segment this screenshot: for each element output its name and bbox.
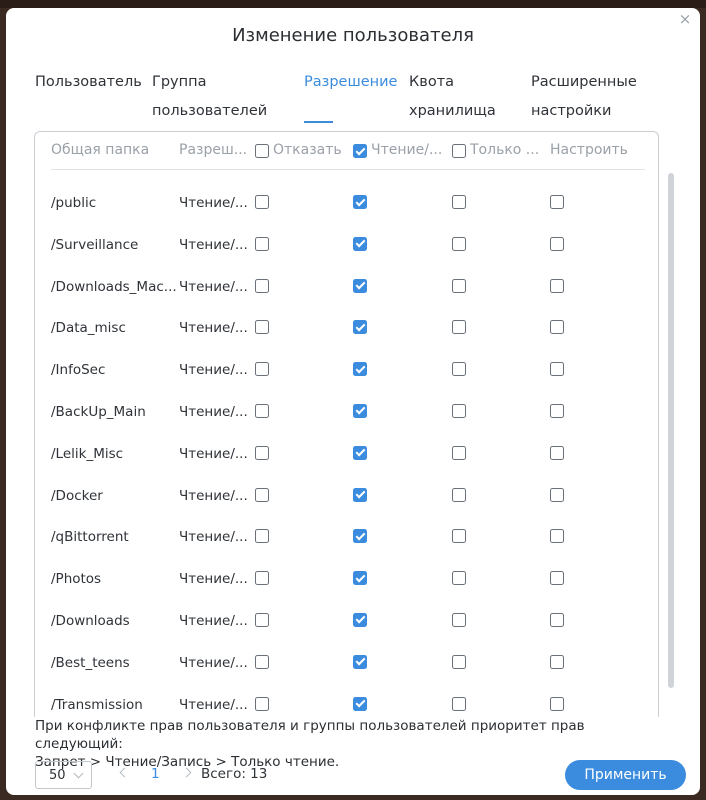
custom-checkbox[interactable]	[550, 488, 564, 502]
priority-note-line2: Запрет > Чтение/Запись > Только чтение.	[35, 754, 340, 770]
table-row	[35, 684, 658, 717]
custom-checkbox[interactable]	[550, 613, 564, 627]
tab-label-line2: пользователей	[152, 103, 268, 119]
readonly-checkbox[interactable]	[452, 279, 466, 293]
tab-label-line2: хранилища	[409, 103, 496, 119]
deny-checkbox[interactable]	[255, 362, 269, 376]
readwrite-checkbox[interactable]	[353, 529, 367, 543]
deny-checkbox[interactable]	[255, 195, 269, 209]
readwrite-checkbox[interactable]	[353, 362, 367, 376]
folder-name: /Downloads_Mac...	[51, 278, 177, 295]
deny-checkbox[interactable]	[255, 488, 269, 502]
page-size-select[interactable]	[35, 761, 92, 789]
permission-value: Чтение/...	[179, 195, 248, 211]
deny-checkbox[interactable]	[255, 404, 269, 418]
permission-value: Чтение/...	[179, 403, 248, 420]
active-tab-indicator	[304, 121, 333, 123]
readwrite-checkbox[interactable]	[353, 404, 367, 418]
header-custom: Настроить	[550, 142, 628, 158]
tab-user[interactable]	[35, 68, 142, 97]
deny-checkbox[interactable]	[255, 571, 269, 585]
close-icon[interactable]: ×	[678, 10, 692, 28]
deny-checkbox[interactable]	[255, 697, 269, 711]
deny-checkbox[interactable]	[255, 279, 269, 293]
header-readonly: Только ...	[470, 142, 540, 158]
table-body	[35, 182, 658, 717]
tab-label: Расширенные	[531, 74, 637, 90]
tab-storage-quota[interactable]	[409, 68, 496, 126]
table-row	[35, 516, 658, 558]
folder-name: /BackUp_Main	[51, 403, 146, 420]
table-row	[35, 391, 658, 433]
custom-checkbox[interactable]	[550, 655, 564, 669]
folder-name: /Photos	[51, 571, 102, 588]
permission-value: Чтение/...	[179, 487, 248, 504]
table-row	[35, 558, 658, 600]
permission-value: Чтение/...	[179, 320, 248, 337]
custom-checkbox[interactable]	[550, 529, 564, 543]
permissions-table	[34, 131, 659, 717]
permission-value: Чтение/...	[179, 236, 248, 253]
header-readonly-checkbox[interactable]	[452, 144, 466, 158]
folder-name: /Best_teens	[51, 654, 130, 671]
dialog-title: Изменение пользователя	[232, 25, 474, 46]
table-scrollbar[interactable]	[668, 173, 674, 688]
custom-checkbox[interactable]	[550, 237, 564, 251]
custom-checkbox[interactable]	[550, 446, 564, 460]
readwrite-checkbox[interactable]	[353, 237, 367, 251]
custom-checkbox[interactable]	[550, 571, 564, 585]
permission-value: Чтение/...	[179, 362, 248, 379]
total-count: Всего: 13	[201, 766, 268, 782]
tab-label: Пользователь	[35, 74, 142, 90]
readwrite-checkbox[interactable]	[353, 320, 367, 334]
readonly-checkbox[interactable]	[452, 488, 466, 502]
table-row	[35, 600, 658, 642]
readonly-checkbox[interactable]	[452, 697, 466, 711]
readwrite-checkbox[interactable]	[353, 655, 367, 669]
tab-label: Квота	[409, 74, 455, 90]
folder-name: /qBittorrent	[51, 529, 129, 546]
folder-name: /public	[51, 195, 97, 211]
header-permission[interactable]: Разреш...	[179, 142, 248, 158]
tab-label: Разрешение	[304, 74, 398, 90]
folder-name: /Lelik_Misc	[51, 445, 124, 462]
tab-user-groups[interactable]	[152, 68, 267, 126]
permission-value: Чтение/...	[179, 612, 248, 629]
table-row	[35, 266, 658, 308]
header-shared-folder[interactable]: Общая папка	[51, 142, 150, 158]
folder-name: /Transmission	[51, 696, 143, 713]
folder-name: /Data_misc	[51, 320, 126, 337]
readonly-checkbox[interactable]	[452, 529, 466, 543]
current-page[interactable]: 1	[151, 766, 160, 782]
readonly-checkbox[interactable]	[452, 320, 466, 334]
readwrite-checkbox[interactable]	[353, 613, 367, 627]
backdrop	[0, 0, 706, 8]
readwrite-checkbox[interactable]	[353, 446, 367, 460]
readonly-checkbox[interactable]	[452, 571, 466, 585]
table-row	[35, 307, 658, 349]
tab-label: Группа	[152, 74, 207, 90]
table-row	[35, 182, 658, 224]
readonly-checkbox[interactable]	[452, 446, 466, 460]
table-row	[35, 433, 658, 475]
deny-checkbox[interactable]	[255, 320, 269, 334]
table-row	[35, 349, 658, 391]
permission-value: Чтение/...	[179, 696, 248, 713]
readwrite-checkbox[interactable]	[353, 571, 367, 585]
deny-checkbox[interactable]	[255, 237, 269, 251]
custom-checkbox[interactable]	[550, 404, 564, 418]
permission-value: Чтение/...	[179, 571, 248, 588]
deny-checkbox[interactable]	[255, 446, 269, 460]
custom-checkbox[interactable]	[550, 279, 564, 293]
permission-value: Чтение/...	[179, 529, 248, 546]
table-header	[51, 132, 645, 170]
readwrite-checkbox[interactable]	[353, 279, 367, 293]
deny-checkbox[interactable]	[255, 655, 269, 669]
tab-label-line2: настройки	[531, 103, 612, 119]
table-row	[35, 642, 658, 684]
folder-name: /Docker	[51, 487, 103, 504]
permission-value: Чтение/...	[179, 445, 248, 462]
custom-checkbox[interactable]	[550, 320, 564, 334]
priority-note-line1: При конфликте прав пользователя и группы пользователей приоритет прав следующий:	[35, 718, 585, 752]
header-readwrite-checkbox[interactable]	[353, 144, 367, 158]
table-row	[35, 224, 658, 266]
table-row	[35, 475, 658, 517]
deny-checkbox[interactable]	[255, 529, 269, 543]
header-deny: Отказать	[273, 142, 342, 158]
folder-name: /InfoSec	[51, 362, 106, 379]
readonly-checkbox[interactable]	[452, 613, 466, 627]
readwrite-checkbox[interactable]	[353, 195, 367, 209]
readwrite-checkbox[interactable]	[353, 488, 367, 502]
permission-value: Чтение/...	[179, 654, 248, 671]
header-readwrite: Чтение/...	[371, 142, 443, 158]
edit-user-dialog	[6, 8, 700, 795]
apply-button[interactable]: Применить	[565, 760, 686, 790]
readonly-checkbox[interactable]	[452, 362, 466, 376]
readonly-checkbox[interactable]	[452, 237, 466, 251]
tab-advanced-settings[interactable]	[531, 68, 637, 126]
custom-checkbox[interactable]	[550, 195, 564, 209]
deny-checkbox[interactable]	[255, 613, 269, 627]
custom-checkbox[interactable]	[550, 362, 564, 376]
page-size-value: 50	[49, 768, 66, 783]
header-deny-checkbox[interactable]	[255, 144, 269, 158]
folder-name: /Surveillance	[51, 236, 139, 253]
readonly-checkbox[interactable]	[452, 404, 466, 418]
permission-value: Чтение/...	[179, 278, 248, 295]
readonly-checkbox[interactable]	[452, 195, 466, 209]
tab-permissions[interactable]	[304, 68, 397, 97]
readonly-checkbox[interactable]	[452, 655, 466, 669]
chevron-down-icon	[74, 769, 84, 779]
custom-checkbox[interactable]	[550, 697, 564, 711]
folder-name: /Downloads	[51, 612, 130, 629]
readwrite-checkbox[interactable]	[353, 697, 367, 711]
